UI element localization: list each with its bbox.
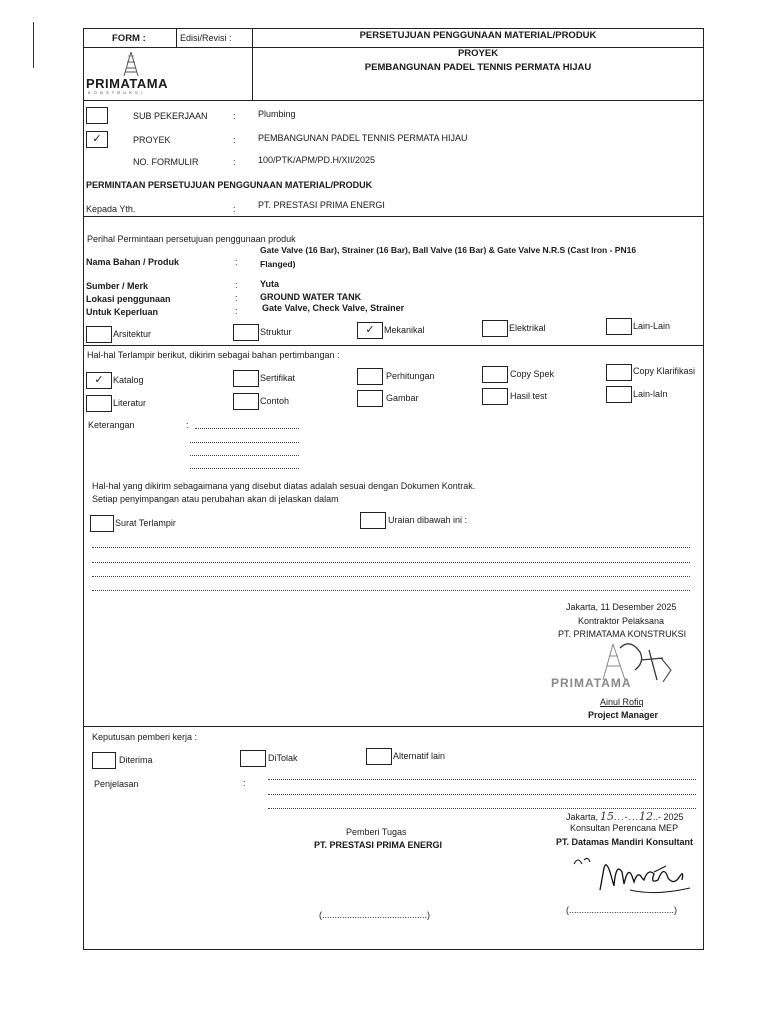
contractor-company: PT. PRIMATAMA KONSTRUKSI bbox=[558, 629, 687, 639]
sub-pekerjaan-checkbox[interactable] bbox=[86, 107, 108, 124]
sub-pekerjaan-value: Plumbing bbox=[258, 109, 296, 119]
logo-text: PRIMATAMA bbox=[86, 76, 169, 91]
contractor-signatory-title: Project Manager bbox=[588, 710, 659, 720]
lain-lain-attachment-label: Lain-laIn bbox=[633, 389, 668, 399]
sumber-value: Yuta bbox=[260, 279, 280, 289]
katalog-label: Katalog bbox=[113, 375, 144, 385]
arsitektur-checkbox[interactable] bbox=[86, 326, 112, 343]
consultant-signature-line[interactable]: (..........................................) bbox=[566, 905, 678, 915]
nama-produk-label: Nama Bahan / Produk bbox=[86, 257, 180, 267]
consultant-company: PT. Datamas Mandiri Konsultant bbox=[556, 837, 694, 847]
statement-line2: Setiap penyimpangan atau perubahan akan di jelaskan dalam bbox=[92, 494, 339, 504]
lokasi-label: Lokasi penggunaan bbox=[86, 294, 171, 304]
lain-lain-attachment-checkbox[interactable] bbox=[606, 386, 632, 403]
project-title: PEMBANGUNAN PADEL TENNIS PERMATA HIJAU bbox=[364, 62, 592, 73]
penjelasan-line[interactable] bbox=[268, 779, 696, 780]
keterangan-label: Keterangan bbox=[88, 420, 135, 430]
mekanikal-label: Mekanikal bbox=[384, 325, 425, 335]
document-subtitle: PROYEK bbox=[457, 48, 499, 59]
keterangan-line[interactable] bbox=[190, 468, 299, 469]
contractor-place-date: Jakarta, 11 Desember 2025 bbox=[566, 602, 677, 612]
surat-terlampir-checkbox[interactable] bbox=[90, 515, 114, 532]
contractor-stamp bbox=[545, 640, 685, 700]
ditolak-label: DiTolak bbox=[268, 753, 298, 763]
contoh-label: Contoh bbox=[260, 396, 290, 406]
kepada-value: PT. PRESTASI PRIMA ENERGI bbox=[258, 200, 385, 210]
document-title: PERSETUJUAN PENGGUNAAN MATERIAL/PRODUK bbox=[359, 30, 597, 41]
no-formulir-label: NO. FORMULIR bbox=[133, 157, 199, 167]
margin-mark bbox=[33, 22, 34, 68]
attachments-heading: Hal-hal Terlampir berikut, dikirim sebagai bahan pertimbangan : bbox=[87, 350, 340, 360]
keterangan-line[interactable] bbox=[190, 442, 299, 443]
literatur-label: Literatur bbox=[113, 398, 147, 408]
sub-pekerjaan-label: SUB PEKERJAAN bbox=[133, 111, 208, 121]
consultant-signature bbox=[570, 850, 695, 900]
copy-klarifikasi-label: Copy Klarifikasi bbox=[633, 366, 696, 376]
copy-spek-label: Copy Spek bbox=[510, 369, 555, 379]
uraian-label: Uraian dibawah ini : bbox=[388, 515, 468, 525]
consultant-role: Konsultan Perencana MEP bbox=[570, 823, 679, 833]
uraian-checkbox[interactable] bbox=[360, 512, 386, 529]
struktur-checkbox[interactable] bbox=[233, 324, 259, 341]
form-label: FORM : bbox=[112, 33, 146, 44]
keterangan-line[interactable] bbox=[190, 455, 299, 456]
giver-company: PT. PRESTASI PRIMA ENERGI bbox=[314, 840, 443, 850]
elektrikal-checkbox[interactable] bbox=[482, 320, 508, 337]
statement-line1: Hal-hal yang dikirim sebagaimana yang disebut diatas adalah sesuai dengan Dokumen Kontrak. bbox=[92, 481, 476, 491]
gambar-checkbox[interactable] bbox=[357, 390, 383, 407]
uraian-line[interactable] bbox=[92, 547, 690, 548]
elektrikal-label: Elektrikal bbox=[509, 323, 546, 333]
kepada-label: Kepada Yth. bbox=[86, 204, 136, 214]
proyek-label: PROYEK bbox=[133, 135, 171, 145]
logo-subtext: K O N S T R U K S I bbox=[88, 90, 143, 95]
proyek-checkbox[interactable]: ✓ bbox=[86, 131, 108, 148]
diterima-label: Diterima bbox=[119, 755, 153, 765]
copy-spek-checkbox[interactable] bbox=[482, 366, 508, 383]
uraian-line[interactable] bbox=[92, 576, 690, 577]
arsitektur-label: Arsitektur bbox=[113, 329, 152, 339]
giver-signature-line[interactable]: (..........................................) bbox=[319, 910, 431, 920]
lain-lain-label: Lain-Lain bbox=[633, 321, 671, 331]
penjelasan-label: Penjelasan bbox=[94, 779, 139, 789]
alternatif-checkbox[interactable] bbox=[366, 748, 392, 765]
hasil-test-checkbox[interactable] bbox=[482, 388, 508, 405]
copy-klarifikasi-checkbox[interactable] bbox=[606, 364, 632, 381]
untuk-value: Gate Valve, Check Valve, Strainer bbox=[262, 303, 405, 313]
alternatif-label: Alternatif lain bbox=[393, 751, 446, 761]
sumber-label: Sumber / Merk bbox=[86, 281, 149, 291]
no-formulir-value: 100/PTK/APM/PD.H/XII/2025 bbox=[258, 155, 376, 165]
edisi-label: Edisi/Revisi : bbox=[180, 33, 232, 43]
ditolak-checkbox[interactable] bbox=[240, 750, 266, 767]
diterima-checkbox[interactable] bbox=[92, 752, 116, 769]
katalog-checkbox[interactable]: ✓ bbox=[86, 372, 112, 389]
company-logo bbox=[86, 50, 176, 98]
untuk-label: Untuk Keperluan bbox=[86, 307, 159, 317]
keterangan-line[interactable] bbox=[195, 428, 299, 429]
surat-terlampir-label: Surat Terlampir bbox=[115, 518, 176, 528]
penjelasan-line[interactable] bbox=[268, 808, 696, 809]
lain-lain-checkbox[interactable] bbox=[606, 318, 632, 335]
contoh-checkbox[interactable] bbox=[233, 393, 259, 410]
lokasi-value: GROUND WATER TANK bbox=[260, 292, 362, 302]
giver-role: Pemberi Tugas bbox=[346, 827, 407, 837]
stamp-text: PRIMATAMA bbox=[551, 676, 632, 690]
proyek-value: PEMBANGUNAN PADEL TENNIS PERMATA HIJAU bbox=[258, 133, 468, 143]
perhitungan-checkbox[interactable] bbox=[357, 368, 383, 385]
uraian-line[interactable] bbox=[92, 590, 690, 591]
decision-heading: Keputusan pemberi kerja : bbox=[92, 732, 198, 742]
literatur-checkbox[interactable] bbox=[86, 395, 112, 412]
contractor-role: Kontraktor Pelaksana bbox=[578, 616, 665, 626]
sertifikat-checkbox[interactable] bbox=[233, 370, 259, 387]
nama-produk-value-line2: Flanged) bbox=[260, 259, 296, 269]
penjelasan-line[interactable] bbox=[268, 794, 696, 795]
sertifikat-label: Sertifikat bbox=[260, 373, 296, 383]
mekanikal-checkbox[interactable]: ✓ bbox=[357, 322, 383, 339]
consultant-date: Jakarta, 15...-...12..- 2025 bbox=[566, 810, 684, 823]
perihal-text: Perihal Permintaan persetujuan penggunaan produk bbox=[87, 234, 296, 244]
form-page: FORM : Edisi/Revisi : PERSETUJUAN PENGGUNAAN MATERIAL/PRODUK PROYEK PEMBANGUNAN PADEL TENNIS PERMATA HIJAU PRIMATAMA K O N S T R U K S I SUB PEKERJAAN : Plumbing ✓ PROYEK : PEMBANGUNAN PADEL TENNIS PERMATA HIJAU NO. FORMULIR : 100/PTK/APM/PD.H/XII/2025 PERMINTAAN PERSETUJUAN PENGGUNAAN MATERIAL/PRODUK Kepada Yth. : PT. PRESTASI PRIMA ENERGI Perihal Permintaan persetujuan penggunaan produk Nama Bahan / Produk : Gate Valve (16 Bar), Strainer (16 Bar), Ball Valve (16 Bar) & Gate Valve N.R.S (Cast Iron - PN16 Flanged) Sumber / Merk : Yuta Lokasi penggunaan : GROUND WATER TANK Untuk Keperluan : Gate Valve, Check Valve, Strainer Arsitektur Struktur ✓ Mekanikal Elektrikal Lain-Lain Hal-hal Terlampir berikut, dikirim sebagai bahan pertimbangan : ✓ Katalog Sertifikat Perhitungan Copy Spek Copy Klarifikasi Literatur Contoh Gambar Hasil test Lain-laIn Keterangan : Hal-hal yang dikirim sebagaimana yang disebut diatas adalah sesuai dengan Dokumen Kontrak. Setiap penyimpangan atau perubahan akan di jelaskan dalam Surat Terlampir Uraian dibawah ini : Jakarta, 11 Desember 2025 Kontraktor Pelaksana PT. PRIMATAMA KONSTRUKSI PRIMATAMA Ainul Rofiq Project Manager Keputusan pemberi kerja : Diterima DiTolak Alternatif lain Penjelasan : Pemberi Tugas PT. PRESTASI PRIMA ENERGI (..........................................) Jakarta, 15...-...12..- 2025 Konsultan Perencana MEP PT. Datamas Mandiri Konsultant (..........................................) bbox=[0, 0, 768, 1024]
contractor-signatory-name: Ainul Rofiq bbox=[600, 697, 644, 707]
nama-produk-value-line1: Gate Valve (16 Bar), Strainer (16 Bar), Ball Valve (16 Bar) & Gate Valve N.R.S (Cast Iron - PN16 bbox=[260, 245, 637, 255]
hasil-test-label: Hasil test bbox=[510, 391, 548, 401]
struktur-label: Struktur bbox=[260, 327, 292, 337]
uraian-line[interactable] bbox=[92, 562, 690, 563]
handwritten-signature-icon bbox=[570, 850, 695, 900]
tower-stamp-icon bbox=[545, 640, 685, 700]
gambar-label: Gambar bbox=[386, 393, 419, 403]
request-heading: PERMINTAAN PERSETUJUAN PENGGUNAAN MATERIAL/PRODUK bbox=[86, 180, 373, 190]
perhitungan-label: Perhitungan bbox=[386, 371, 435, 381]
